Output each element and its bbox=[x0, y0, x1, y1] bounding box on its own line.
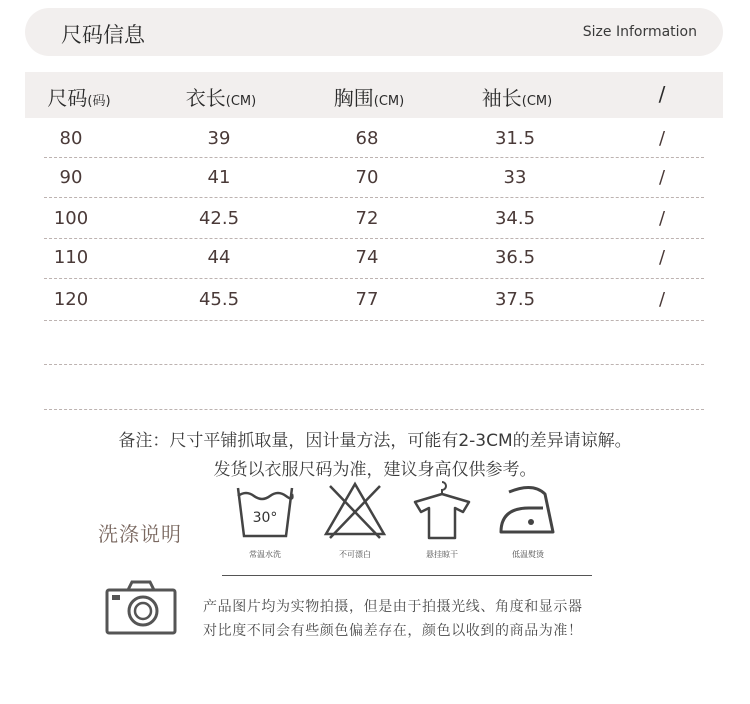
cell-sleeve: 34.5 bbox=[494, 208, 536, 229]
cell-extra: / bbox=[658, 289, 666, 310]
size-note-line-1: 备注：尺寸平铺抓取量，因计量方法，可能有2-3CM的差异请谅解。 bbox=[118, 431, 632, 451]
column-header-size: 尺码(码) bbox=[47, 86, 111, 110]
cell-chest: 70 bbox=[355, 167, 379, 188]
row-divider bbox=[44, 409, 704, 410]
row-divider bbox=[44, 157, 704, 158]
cell-size: 110 bbox=[53, 247, 89, 268]
table-row bbox=[0, 239, 750, 279]
disclaimer-line-1: 产品图片均为实物拍摄，但是由于拍摄光线、角度和显示器 bbox=[203, 599, 583, 615]
cell-sleeve: 33 bbox=[503, 167, 527, 188]
washing-title: 洗涤说明 bbox=[98, 522, 182, 546]
cell-sleeve: 36.5 bbox=[494, 247, 536, 268]
cell-size: 120 bbox=[53, 289, 89, 310]
cell-extra: / bbox=[658, 167, 666, 188]
low-iron-icon bbox=[493, 478, 563, 542]
cell-size: 80 bbox=[59, 128, 83, 149]
cell-length: 41 bbox=[207, 167, 231, 188]
cell-length: 44 bbox=[207, 247, 231, 268]
table-row bbox=[0, 200, 750, 240]
row-divider bbox=[44, 278, 704, 279]
section-title: 尺码信息 bbox=[61, 23, 145, 47]
hang-dry-label: 悬挂晾干 bbox=[426, 550, 458, 559]
table-row bbox=[0, 120, 750, 160]
table-row bbox=[0, 281, 750, 321]
row-divider bbox=[44, 320, 704, 321]
cell-extra: / bbox=[658, 247, 666, 268]
cell-sleeve: 31.5 bbox=[494, 128, 536, 149]
section-header bbox=[25, 8, 723, 56]
column-header-extra: / bbox=[658, 82, 666, 106]
row-divider bbox=[44, 364, 704, 365]
cell-extra: / bbox=[658, 128, 666, 149]
column-header-length: 衣长(CM) bbox=[185, 86, 257, 110]
disclaimer-line-2: 对比度不同会有些颜色偏差存在，颜色以收到的商品为准！ bbox=[203, 623, 583, 639]
column-header-chest: 胸围(CM) bbox=[333, 86, 405, 110]
cell-chest: 68 bbox=[355, 128, 379, 149]
no-bleach-label: 不可漂白 bbox=[339, 550, 371, 559]
no-bleach-icon bbox=[320, 478, 390, 542]
cell-size: 100 bbox=[53, 208, 89, 229]
cell-length: 45.5 bbox=[198, 289, 240, 310]
cell-chest: 77 bbox=[355, 289, 379, 310]
cell-length: 39 bbox=[207, 128, 231, 149]
size-note-line-2: 发货以衣服尺码为准，建议身高仅供参考。 bbox=[213, 460, 537, 480]
cell-extra: / bbox=[658, 208, 666, 229]
cell-size: 90 bbox=[59, 167, 83, 188]
camera-icon bbox=[104, 578, 178, 636]
washing-divider bbox=[222, 575, 592, 576]
table-row bbox=[0, 159, 750, 199]
cell-sleeve: 37.5 bbox=[494, 289, 536, 310]
cell-length: 42.5 bbox=[198, 208, 240, 229]
cell-chest: 72 bbox=[355, 208, 379, 229]
size-table-header bbox=[25, 72, 723, 118]
svg-text:30°: 30° bbox=[252, 510, 278, 526]
wash-label: 常温水洗 bbox=[249, 550, 281, 559]
wash-30-icon bbox=[230, 478, 300, 542]
row-divider bbox=[44, 197, 704, 198]
section-subtitle: Size Information bbox=[582, 24, 697, 40]
hang-dry-icon bbox=[407, 478, 477, 542]
low-iron-label: 低温熨烫 bbox=[512, 550, 544, 559]
column-header-sleeve: 袖长(CM) bbox=[481, 86, 553, 110]
cell-chest: 74 bbox=[355, 247, 379, 268]
